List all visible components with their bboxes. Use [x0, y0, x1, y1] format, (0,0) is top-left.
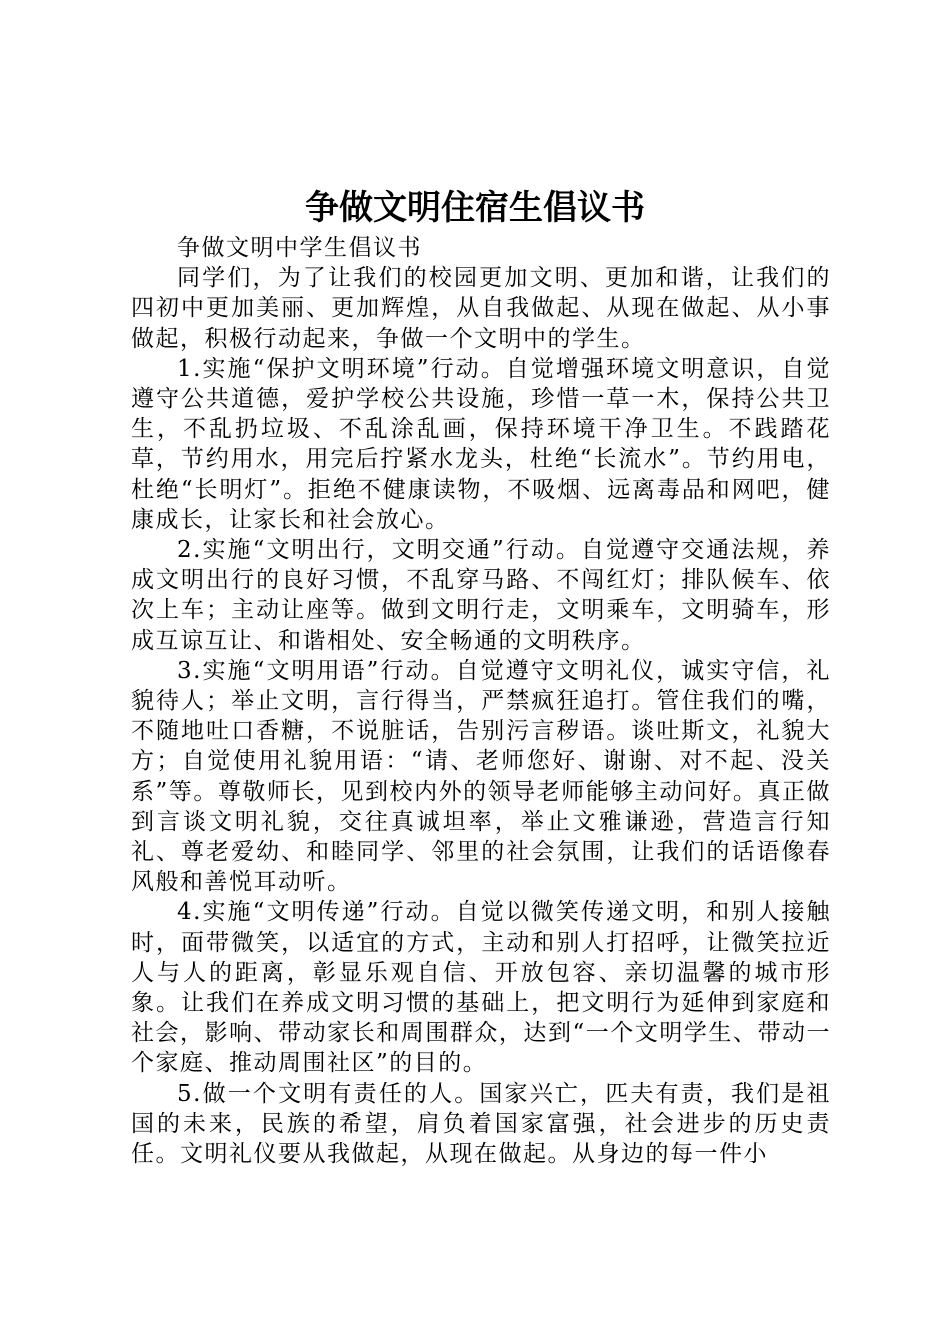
paragraph-subtitle: 争做文明中学生倡议书: [177, 235, 422, 261]
paragraph-item-5: 5.做一个文明有责任的人。国家兴亡，匹夫有责，我们是祖国的未来，民族的希望，肩负着国家富强，社会进步的历史责任。文明礼仪要从我做起，从现在做起。从身边的每一件小: [131, 1080, 831, 1168]
paragraph-item-2: 2.实施“文明出行，文明交通”行动。自觉遵守交通法规，养成文明出行的良好习惯，不乱穿马路、不闯红灯；排队候车、依次上车；主动让座等。做到文明行走，文明乘车，文明骑车，形成互谅互让、和谐相处、安全畅通的文明秩序。: [131, 537, 831, 654]
document-body: [131, 233, 831, 1169]
paragraph-item-1: 1.实施“保护文明环境”行动。自觉增强环境文明意识，自觉遵守公共道德，爱护学校公共设施，珍惜一草一木，保持公共卫生，不乱扔垃圾、不乱涂乱画，保持环境干净卫生。不践踏花草，节约用水，用完后拧紧水龙头，杜绝“长流水”。节约用电，杜绝“长明灯”。拒绝不健康读物，不吸烟、远离毒品和网吧，健康成长，让家长和社会放心。: [131, 355, 831, 533]
document-title: 争做文明住宿生倡议书: [305, 188, 645, 228]
paragraph-item-4: 4.实施“文明传递”行动。自觉以微笑传递文明，和别人接触时，面带微笑，以适宜的方式，主动和别人打招呼，让微笑拉近人与人的距离，彰显乐观自信、开放包容、亲切温馨的城市形象。让我们在养成文明习惯的基础上，把文明行为延伸到家庭和社会，影响、带动家长和周围群众，达到“一个文明学生、带动一个家庭、推动周围社区”的目的。: [131, 899, 831, 1077]
paragraph-intro: 同学们，为了让我们的校园更加文明、更加和谐，让我们的四初中更加美丽、更加辉煌，从自我做起、从现在做起、从小事做起，积极行动起来，争做一个文明中的学生。: [131, 265, 831, 352]
paragraph-item-3: 3.实施“文明用语”行动。自觉遵守文明礼仪，诚实守信，礼貌待人；举止文明，言行得当，严禁疯狂追打。管住我们的嘴，不随地吐口香糖，不说脏话，告别污言秽语。谈吐斯文，礼貌大方；自觉使用礼貌用语：“请、老师您好、谢谢、对不起、没关系”等。尊敬师长，见到校内外的领导老师能够主动问好。真正做到言谈文明礼貌，交往真诚坦率，举止文雅谦逊，营造言行知礼、尊老爱幼、和睦同学、邻里的社会氛围，让我们的话语像春风般和善悦耳动听。: [131, 657, 831, 896]
